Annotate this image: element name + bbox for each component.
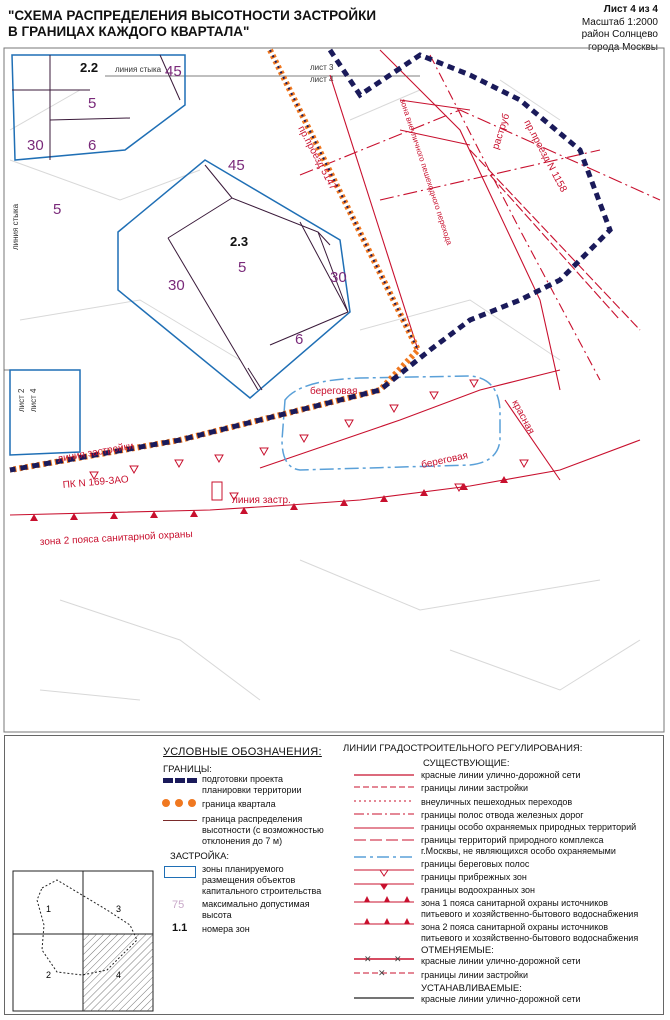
key-map-q2: 2 [46,970,52,980]
map-scale: Масштаб 1:2000 [581,16,658,28]
legend-b3c: отклонения до 7 м) [202,836,283,846]
lines-c2: границы линии застройки [421,970,528,980]
lines-e10b: питьевого и хозяйственно-бытового водоснабжения [421,909,639,919]
lines-e7: границы береговых полос [421,859,530,869]
height-30-c: 30 [330,269,347,286]
lines-e8: границы прибрежных зон [421,872,527,882]
lines-e6: границы территорий природного комплекса [421,835,604,845]
height-5-a: 5 [88,95,97,112]
legend-b1: подготовки проекта [202,774,284,784]
svg-text:✕: ✕ [364,954,372,964]
label-joint-left: линия стыка [11,203,20,250]
lines-e9: границы водоохранных зон [421,885,535,895]
label-building-line-2: линия застр. [232,495,291,506]
lines-established-heading: УСТАНАВЛИВАЕМЫЕ: [421,983,522,994]
planned-zone-swatch [164,866,196,878]
label-sheet-4-top: лист 4 [310,75,334,84]
lines-e10: зона 1 пояса санитарной охраны источников [421,898,609,908]
svg-text:✕: ✕ [378,968,386,978]
legend-d2: максимально допустимая [202,899,310,909]
road-marker-box [212,482,222,500]
sheet-number: Лист 4 из 4 [603,4,658,15]
label-building-line-1: линия застройки [56,440,135,465]
legend-d3-sample: 1.1 [172,922,188,934]
svg-text:✕: ✕ [394,954,402,964]
lines-existing-heading: СУЩЕСТВУЮЩИЕ: [423,758,510,769]
lines-e5: границы особо охраняемых природных территорий [421,822,637,832]
legend-development-heading: ЗАСТРОЙКА: [170,851,230,862]
key-map-q4: 4 [116,970,122,980]
lines-c1: красные линии улично-дорожной сети [421,956,581,966]
lines-s1: красные линии улично-дорожной сети [421,994,581,1004]
label-sheet-3-top: лист 3 [310,63,334,72]
lines-e6b: г.Москвы, не являющихся особо охраняемыми [421,846,616,856]
label-sheet-2-left: лист 2 [17,388,26,412]
city-name: города Москвы [588,41,658,53]
project-boundary-swatch [163,778,197,783]
legend-b1b: планировки территории [202,785,302,795]
lines-e11: зона 2 пояса санитарной охраны источников [421,922,609,932]
page-title: "СХЕМА РАСПРЕДЕЛЕНИЯ ВЫСОТНОСТИ ЗАСТРОЙКИ В ГРАНИЦАХ КАЖДОГО КВАРТАЛА" [8,8,377,39]
legend-d1c: капитального строительства [202,886,322,896]
quarter-boundary-swatch [160,798,200,808]
height-5-b: 5 [53,201,62,218]
planned-zones [10,55,350,455]
height-6-b: 6 [295,331,304,348]
height-45-a: 45 [165,63,182,80]
legend-d2-sample: 75 [172,899,185,911]
lines-e1: красные линии улично-дорожной сети [421,770,581,780]
label-sheet-4-left: лист 4 [29,388,38,412]
label-pk: ПК N 169-ЗАО [62,474,130,491]
height-45-b: 45 [228,157,245,174]
key-map [12,870,154,1012]
lines-legend-swatches [350,768,420,1008]
label-proezd-5147: пр.проезд 5147 [295,124,339,192]
label-pedestrian-crossing: зона внеуличного пешеходного перехода [398,97,454,247]
zone-number-2-2: 2.2 [80,60,99,75]
lines-e11b: питьевого и хозяйственно-бытового водоснабжения [421,933,639,943]
height-30-a: 30 [27,137,44,154]
height-30-b: 30 [168,277,185,294]
legend-b2: граница квартала [202,799,276,809]
legend-b3b: высотности (с возможностью [202,825,324,835]
legend-b3: граница распределения [202,814,303,824]
label-joint-top: линия стыка [115,65,162,74]
zone-2-3-outline [118,160,350,398]
label-sanitary-zone-2: зона 2 пояса санитарной охраны [39,529,193,548]
lines-e2: границы линии застройки [421,783,528,793]
key-map-q1: 1 [46,904,52,914]
shore-zone-markers [90,380,528,500]
lines-cancelled-heading: ОТМЕНЯЕМЫЕ: [421,945,494,956]
label-rastrub: раструб [490,112,513,151]
height-boundary-swatch [163,820,197,821]
legend-d2b: высота [202,910,232,920]
height-6-a: 6 [88,137,97,154]
zone-number-2-3: 2.3 [230,234,249,249]
key-map-q3: 3 [116,904,122,914]
lines-e4: границы полос отвода железных дорог [421,810,584,820]
legend-boundaries-heading: ГРАНИЦЫ: [163,764,212,775]
legend-heading: УСЛОВНЫЕ ОБОЗНАЧЕНИЯ: [163,746,322,758]
district-name: район Солнцево [581,29,658,40]
label-krasnaya: красная [509,398,537,437]
lines-legend-heading: ЛИНИИ ГРАДОСТРОИТЕЛЬНОГО РЕГУЛИРОВАНИЯ: [343,743,583,754]
legend-d1: зоны планируемого [202,864,284,874]
label-beregovaya-2: береговая [420,450,470,471]
legend-d3: номера зон [202,924,250,934]
quarter-boundary [10,50,418,470]
label-proezd-1158: пр.проезд N 1158 [521,118,569,195]
label-beregovaya-1: береговая [310,386,358,397]
legend-d1b: размещения объектов [202,875,296,885]
height-5-c: 5 [238,259,247,276]
lines-e3: внеуличных пешеходных переходов [421,797,573,807]
